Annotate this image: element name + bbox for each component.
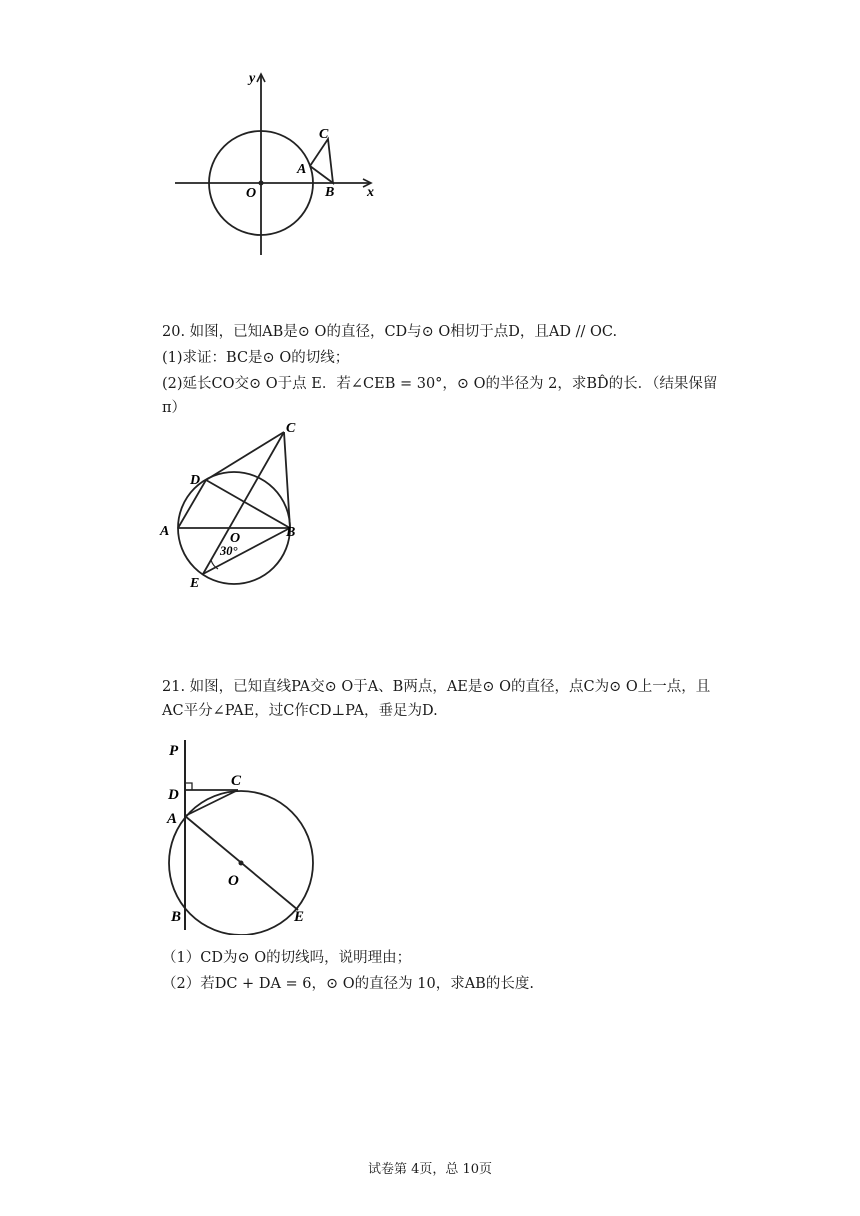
point-label-b: B: [286, 525, 296, 540]
x-axis-label: x: [367, 185, 374, 200]
q21-figure: [162, 735, 322, 935]
q20-part1: (1)求证：BC是⊙ O的切线；: [162, 350, 350, 366]
point-label-a: A: [167, 811, 178, 827]
q20-part2-cont: π）: [162, 400, 187, 416]
q20-stem: 20. 如图，已知AB是⊙ O的直径，CD与⊙ O相切于点D，且AD // OC.: [162, 324, 618, 340]
q21-part2: （2）若DC + DA = 6，⊙ O的直径为 10，求AB的长度.: [162, 976, 534, 992]
point-label-e: E: [190, 576, 200, 591]
q21-stem-cont: AC平分∠PAE，过C作CD⊥PA，垂足为D.: [162, 703, 438, 719]
point-label-c: C: [286, 421, 296, 436]
point-label-a: A: [160, 524, 170, 539]
point-label-o: O: [228, 873, 239, 889]
y-axis-label: y: [249, 71, 256, 86]
point-label-o: O: [246, 186, 257, 201]
q21-stem: 21. 如图，已知直线PA交⊙ O于A、B两点，AE是⊙ O的直径，点C为⊙ O上一点，且: [162, 679, 711, 695]
point-label-d: D: [190, 473, 201, 488]
q21-part1: （1）CD为⊙ O的切线吗，说明理由；: [162, 950, 412, 966]
point-label-a: A: [297, 162, 307, 177]
point-label-p: P: [169, 743, 179, 759]
point-label-b: B: [171, 909, 182, 925]
page-footer: 试卷第 4页，总 10页: [367, 1162, 493, 1177]
angle-label: 30°: [220, 544, 238, 558]
point-label-c: C: [231, 773, 242, 789]
point-label-c: C: [319, 127, 329, 142]
point-label-b: B: [325, 185, 335, 200]
q20-figure: [155, 415, 315, 595]
point-label-e: E: [294, 909, 305, 925]
point-label-d: D: [168, 787, 179, 803]
q20-part2: (2)延长CO交⊙ O于点 E．若∠CEB = 30°，⊙ O的半径为 2，求BD̂的长．（结果保留: [162, 376, 718, 392]
coordinate-figure: [170, 70, 390, 260]
point-label-o: O: [230, 531, 241, 546]
